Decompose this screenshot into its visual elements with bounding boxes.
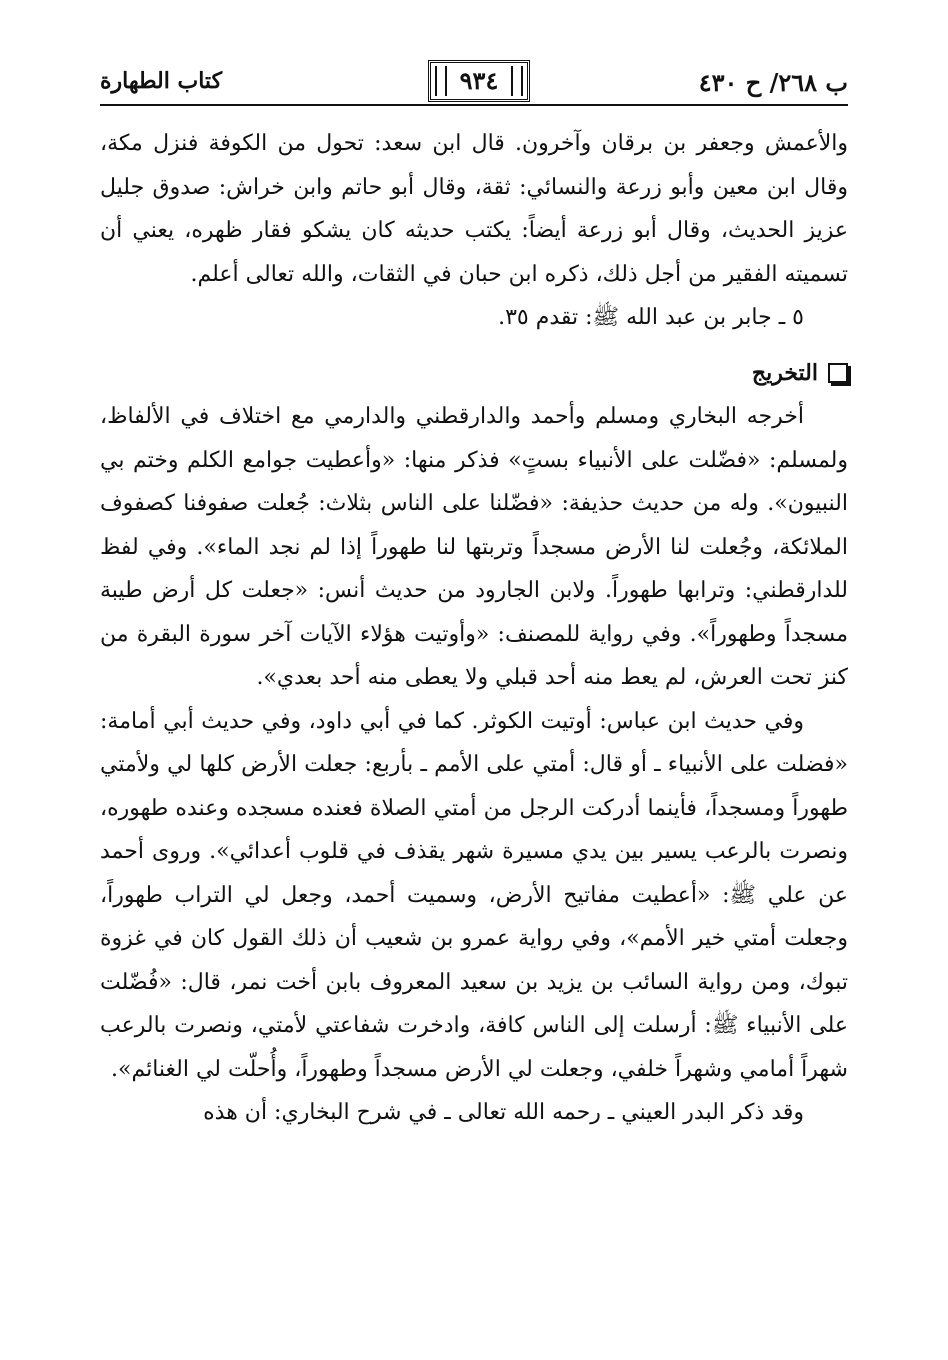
paragraph-continuation: والأعمش وجعفر بن برقان وآخرون. قال ابن سعد: تحول من الكوفة فنزل مكة، وقال ابن معين وأبو زرعة والنسائي: ثقة، وقال أبو حاتم وابن خراش: صدوق جليل عزيز الحديث، وقال أبو زرعة أيضاً: يكتب حديثه كان يشكو فقار ظهره، يعني أن تسميته الفقير من أجل ذلك، ذكره ابن حبان في الثقات، والله تعالى أعلم. (100, 131, 848, 287)
section-title: التخريج (751, 359, 818, 386)
header-rule (100, 104, 848, 106)
section-heading (100, 352, 848, 396)
paragraph: أخرجه البخاري ومسلم وأحمد والدارقطني والدارمي مع اختلاف في الألفاظ، ولمسلم: «فضّلت على الأنبياء بستٍ» فذكر منها: «وأعطيت جوامع الكلم وختم بي النبيون». وله من حديث حذيفة: «فضّلنا على الناس بثلاث: جُعلت صفوفنا كصفوف الملائكة، وجُعلت لنا الأرض مسجداً وتربتها لنا طهوراً إذا لم نجد الماء». وفي لفظ للدارقطني: وترابها طهوراً. ولابن الجارود من حديث أنس: «جعلت كل أرض طيبة مسجداً وطهوراً». وفي رواية للمصنف: «وأوتيت هؤلاء الآيات آخر سورة البقرة من كنز تحت العرش، لم يعط منه أحد قبلي ولا يعطى منه أحد بعدي». (100, 404, 848, 690)
hadith-reference: ب ٢٦٨/ ح ٤٣٠ (698, 68, 848, 97)
book-title: كتاب الطهارة (100, 68, 223, 94)
page-number: ٩٣٤ (428, 60, 530, 102)
running-header (100, 60, 848, 106)
page-body (100, 122, 848, 1135)
paragraph: وقد ذكر البدر العيني ـ رحمه الله تعالى ـ في شرح البخاري: أن هذه (203, 1100, 804, 1125)
narrator-item: ٥ ـ جابر بن عبد الله ﷺ: تقدم ٣٥. (498, 305, 804, 330)
square-bullet-icon (828, 363, 848, 383)
paragraph: وفي حديث ابن عباس: أوتيت الكوثر. كما في أبي داود، وفي حديث أبي أمامة: «فضلت على الأنبياء ـ أو قال: أمتي على الأمم ـ بأربع: جعلت الأرض كلها لي ولأمتي طهوراً ومسجداً، فأينما أدركت الرجل من أمتي الصلاة فعنده مسجده وعنده طهوره، ونصرت بالرعب يسير بين يدي مسيرة شهر يقذف في قلوب أعدائي». وروى أحمد عن علي ﷺ: «أعطيت مفاتيح الأرض، وسميت أحمد، وجعل لي التراب طهوراً، وجعلت أمتي خير الأمم»، وفي رواية عمرو بن شعيب أن ذلك القول كان في غزوة تبوك، ومن رواية السائب بن يزيد بن سعيد المعروف بابن أخت نمر، قال: «فُضّلت على الأنبياء ﷺ: أرسلت إلى الناس كافة، وادخرت شفاعتي لأمتي، ونصرت بالرعب شهراً أمامي وشهراً خلفي، وجعلت لي الأرض مسجداً وطهوراً، وأُحلّت لي الغنائم». (100, 708, 848, 1082)
